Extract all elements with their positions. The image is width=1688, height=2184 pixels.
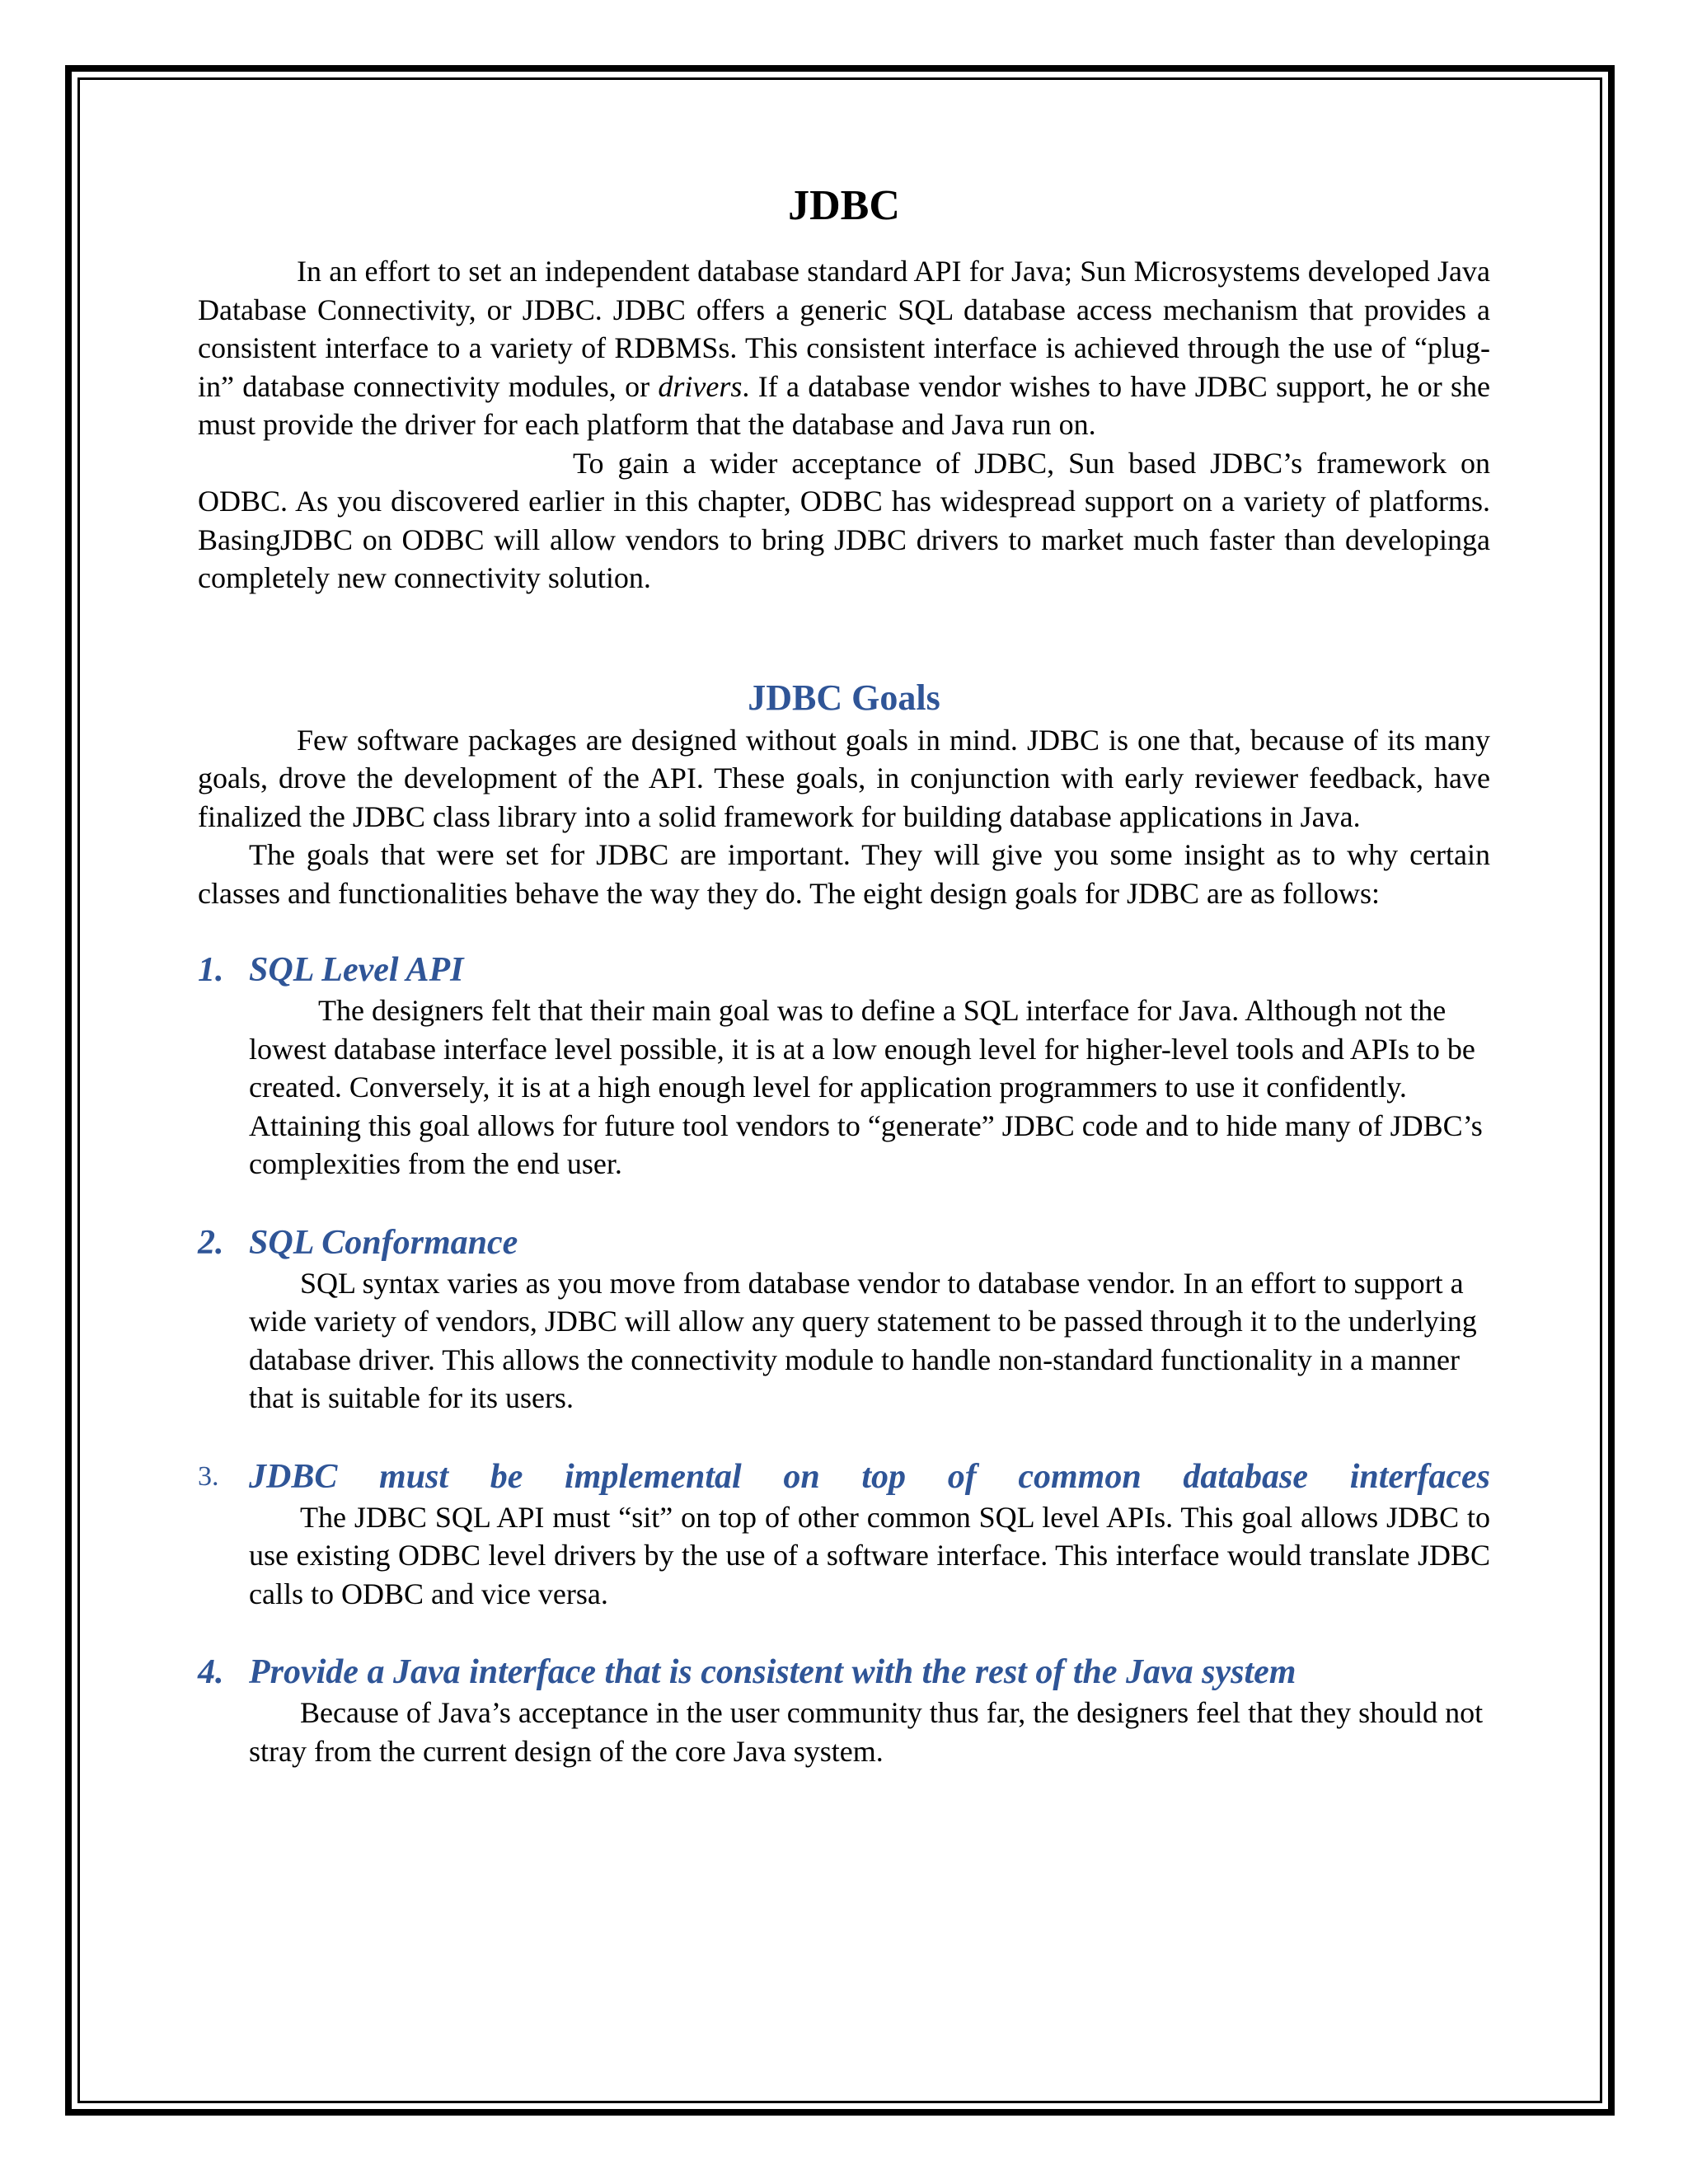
goal-body-3 xyxy=(249,1498,1490,1614)
goal-heading-1 xyxy=(198,949,1490,991)
goal-heading-2 xyxy=(198,1221,1490,1264)
section-heading-goals: JDBC Goals xyxy=(748,677,940,718)
document-content xyxy=(198,180,1490,1770)
goal-number-1: 1. xyxy=(198,951,224,989)
goal-title-4: Provide a Java interface that is consistent with the rest of the Java system xyxy=(249,1653,1296,1691)
goal-text-3: The JDBC SQL API must “sit” on top of other common SQL level APIs. This goal allows JDBC to use existing ODBC level drivers by the use of a software interface. This interface would translate JDBC calls to ODBC and vice versa. xyxy=(249,1500,1490,1610)
goal-item-4 xyxy=(198,1651,1490,1770)
goal-title-3: JDBC must be implemental on top of common database interfaces xyxy=(249,1457,1490,1496)
goal-item-1 xyxy=(198,949,1490,1183)
goal-text-4: Because of Java’s acceptance in the user community thus far, the designers feel that they should not stray from the current design of the core Java system. xyxy=(249,1696,1484,1768)
intro-p1-italic: drivers xyxy=(658,369,743,403)
goal-text-1: The designers felt that their main goal was to define a SQL interface for Java. Although not the lowest database interface level possible, it is at a low enough level for higher-level tools and APIs to be created. Conversely, it is at a high enough level for application programmers to use it confidently. Attaining this goal allows for future tool vendors to “generate” JDBC code and to hide many of JDBC’s complexities from the end user. xyxy=(249,994,1483,1180)
page-title: JDBC xyxy=(788,182,900,229)
goal-text-2: SQL syntax varies as you move from database vendor to database vendor. In an effort to support a wide variety of vendors, JDBC will allow any query statement to be passed through it to the underlying database driver. This allows the connectivity module to handle non-standard functionality in a manner that is suitable for its users. xyxy=(249,1266,1477,1414)
intro-paragraph-2: To gain a wider acceptance of JDBC, Sun based JDBC’s framework on ODBC. As you discovered earlier in this chapter, ODBC has widespread support on a variety of platforms. BasingJDBC on ODBC will allow vendors to bring JDBC drivers to market much faster than developinga completely new connectivity solution. xyxy=(198,446,1490,594)
goal-body-4 xyxy=(249,1694,1490,1770)
goals-paragraph-2: The goals that were set for JDBC are important. They will give you some insight as to why certain classes and functionalities behave the way they do. The eight design goals for JDBC are as follows: xyxy=(198,838,1490,910)
intro-p1-end: . If a database vendor wishes to have JDBC support, he or she must provide the driver for each platform that the database and Java run on. xyxy=(198,369,1490,441)
goal-title-1: SQL Level API xyxy=(249,951,464,989)
goal-item-2 xyxy=(198,1221,1490,1418)
goal-heading-4 xyxy=(198,1651,1490,1694)
goal-body-1 xyxy=(249,991,1490,1183)
goals-paragraph-1: Few software packages are designed without goals in mind. JDBC is one that, because of its many goals, drove the development of the API. These goals, in conjunction with early reviewer feedback, have finalized the JDBC class library into a solid framework for building database applications in Java. xyxy=(198,723,1490,833)
goal-number-2: 2. xyxy=(198,1223,224,1262)
goal-number-3: 3. xyxy=(198,1460,219,1492)
goal-body-2 xyxy=(249,1264,1490,1418)
goal-number-4: 4. xyxy=(198,1653,224,1691)
intro-p1-text: In an effort to set an independent database standard API for Java; Sun Microsystems developed Java Database Connectivity, or JDBC. JDBC offers a generic SQL database access mechanism that provides a consistent interface to a variety of RDBMSs. This consistent interface is achieved through the use of “plug-in” database connectivity modules, or xyxy=(198,255,1490,403)
goal-item-3 xyxy=(198,1455,1490,1614)
goal-title-2: SQL Conformance xyxy=(249,1223,518,1262)
intro-paragraph-1 xyxy=(198,252,1490,444)
goal-heading-3 xyxy=(198,1455,1490,1498)
